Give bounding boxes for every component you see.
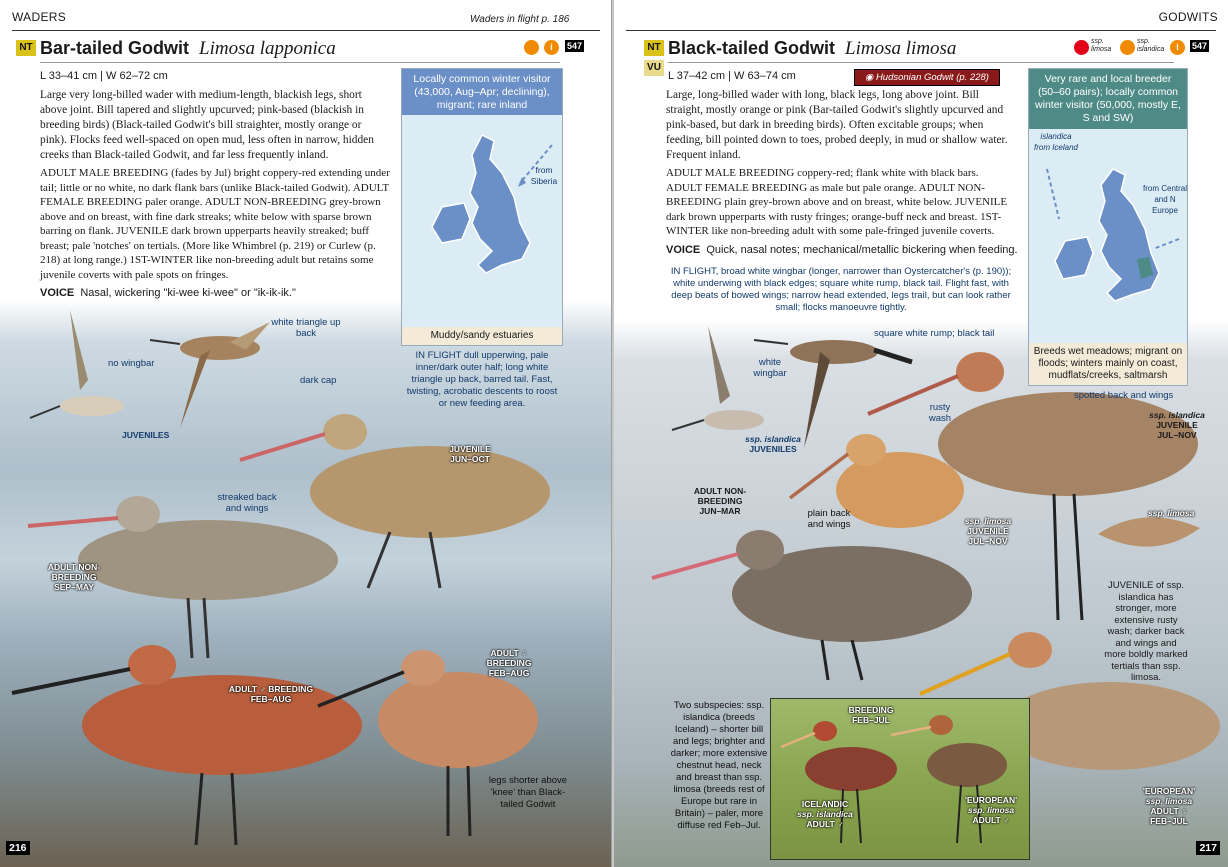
distribution-map xyxy=(401,68,563,346)
label-breeding: BREEDING FEB–JUL xyxy=(848,705,894,725)
label-icelandic-male: ICELANDIC ssp. islandica ADULT ♂ xyxy=(797,799,853,829)
distribution-map-right xyxy=(1028,68,1188,386)
label-european-male: 'EUROPEAN' ssp. limosa ADULT ♂ xyxy=(964,795,1018,825)
label-legs-shorter: legs shorter above 'knee' than Black-tailed Godwit xyxy=(488,775,568,810)
plumage-text: ADULT MALE BREEDING (fades by Jul) bright coppery-red extending under tail; little or no white, no dark flank bars (unlike Black-tailed Godwit). ADULT FEMALE BREEDING paler orange. ADULT NON-BREEDING grey-brown above and on breast, with fine dark streaks; white below with sparse brown barring on flank. JUVENILE dark brown upperparts heavily streaked; buff breast; pale 'notches' on tertials. (More like Whimbrel (p. 219) or Curlew (p. 218) at long range.) 1ST-WINTER like non-breeding adult but retains some juvenile coverts with pale spots on fringes. xyxy=(40,167,390,281)
label-white-wingbar: white wingbar xyxy=(753,357,787,379)
map-graphic xyxy=(402,115,562,327)
ssp-limosa-tag: ssp. limosa xyxy=(1091,38,1112,53)
flight-text-right: IN FLIGHT, broad white wingbar (longer, narrower than Oystercatcher's (p. 190)); white underwing with black edges; square white rump, black tail. Flight fast, with deep beats of bowed wings; narrow head extended, legs trail, but can look rather small; flocks manoeuvre tightly. xyxy=(670,266,1012,313)
label-ssp-limosa-tertial: ssp. limosa xyxy=(1148,508,1195,518)
label-streaked: streaked back and wings xyxy=(217,492,277,514)
label-square-rump: square white rump; black tail xyxy=(874,328,995,339)
label-adult-non-breeding: ADULT NON-BREEDING SEP–MAY xyxy=(47,562,101,592)
label-dark-cap: dark cap xyxy=(300,375,337,386)
title-rule-right xyxy=(668,62,1174,63)
european-male-bird xyxy=(891,709,1021,849)
label-white-triangle: white triangle up back xyxy=(271,317,341,339)
label-juvenile: JUVENILE JUN–OCT xyxy=(449,444,491,464)
map-from-europe: from Central and N Europe xyxy=(1143,184,1188,215)
map-header-right: Very rare and local breeder (50–60 pairs); locally common winter visitor (50,000, mostly E, S and SW) xyxy=(1029,69,1187,129)
header-rule xyxy=(12,30,600,31)
page-number-right: 217 xyxy=(1196,841,1220,855)
label-european-female: 'EUROPEAN' ssp. limosa ADULT ♀ FEB–JUL xyxy=(1142,786,1196,826)
label-islandica-juveniles: ssp. islandica JUVENILES xyxy=(745,434,801,454)
ssp-islandica-tag: ssp. islandica xyxy=(1137,38,1165,53)
info-icon: i xyxy=(544,40,559,55)
flight-text: IN FLIGHT dull upperwing, pale inner/dark outer half; long white triangle up back, barred tail. Fast, twisting, acrobatic descents to roost or new feeding area. xyxy=(406,350,558,409)
species-title: Bar-tailed Godwit Limosa lapponica xyxy=(40,38,336,59)
description-text-right: Large, long-billed wader with long, black legs, long above joint. Bill straight, mostly orange or pink (Bar-tailed Godwit's slightly upcurved and pink-based, but dark in breeding birds). Often excitable groups; when feeding, bill pointed down to toes, probed deeply, in mud or shallow water. Frequent inland. xyxy=(666,89,1008,161)
map-footer-right: Breeds wet meadows; migrant on floods; winters mainly on coast, mudflats/creeks, saltmarsh xyxy=(1029,343,1187,385)
page-number-left: 216 xyxy=(6,841,30,855)
label-adult-non-breeding-right: ADULT NON-BREEDING JUN–MAR xyxy=(693,486,747,516)
right-page xyxy=(614,0,1228,867)
species-code-right: 547 xyxy=(1192,41,1208,51)
label-female-breeding: ADULT ♀ BREEDING FEB–AUG xyxy=(486,648,532,678)
title-rule xyxy=(40,62,560,63)
label-juveniles: JUVENILES xyxy=(122,430,170,440)
label-rusty-wash: rusty wash xyxy=(928,402,952,424)
status-orange-icon xyxy=(524,40,539,55)
label-male-breeding: ADULT ♂ BREEDING FEB–AUG xyxy=(228,684,314,704)
label-limosa-juvenile: ssp. limosa JUVENILE JUL–NOV xyxy=(964,516,1012,546)
measurements-right: L 37–42 cm | W 63–74 cm xyxy=(668,70,796,82)
status-badge-nt: NT xyxy=(16,40,36,56)
running-head-right: GODWITS xyxy=(1158,10,1218,24)
label-no-wingbar: no wingbar xyxy=(108,358,155,369)
status-red-icon xyxy=(1074,40,1089,55)
map-footer: Muddy/sandy estuaries xyxy=(402,327,562,345)
left-page xyxy=(0,0,612,867)
info-icon-right: i xyxy=(1170,40,1185,55)
label-islandica-juvenile: ssp. islandica JUVENILE JUL–NOV xyxy=(1149,410,1205,440)
map-header: Locally common winter visitor (43,000, Aug–Apr; declining), migrant; rare inland xyxy=(402,69,562,116)
voice-line: VOICE Nasal, wickering "ki-wee ki-wee" or "ik-ik-ik." xyxy=(40,287,296,299)
eye-icon: ◉ xyxy=(865,72,876,83)
status-orange-icon-right xyxy=(1120,40,1135,55)
running-head-left: WADERS xyxy=(12,10,67,24)
species-title-right: Black-tailed Godwit Limosa limosa xyxy=(668,38,957,59)
map-from-siberia: from Siberia xyxy=(530,165,558,186)
plumage-text-right: ADULT MALE BREEDING coppery-red; flank white with black bars. ADULT FEMALE BREEDING as male but pale orange. ADULT NON-BREEDING plain grey-brown above and on breast, white below. JUVENILE dark brown upperparts with rusty fringes; orange-buff neck and breast. 1ST-WINTER like non-breeding adult with some pale-fringed juvenile coverts. xyxy=(666,167,1008,237)
map-graphic-right xyxy=(1029,129,1187,345)
breeding-subspecies-inset xyxy=(770,698,1030,860)
description-text: Large very long-billed wader with medium-length, blackish legs, short above joint. Bill tapered and slightly upcurved; pink-based (blackish in breeding birds) (Black-tailed Godwit's bill straighter, mostly orange or pink). Flocks feed well-spaced on open mud, less often in narrow, hidden creeks than Black-tailed Godwit, and far less frequently inland. xyxy=(40,89,374,161)
label-spotted: spotted back and wings xyxy=(1074,390,1174,401)
header-rule-right xyxy=(626,30,1216,31)
label-plain-back: plain back and wings xyxy=(807,508,851,530)
running-head-cross-ref[interactable]: Waders in flight p. 186 xyxy=(470,14,570,25)
measurements: L 33–41 cm | W 62–72 cm xyxy=(40,70,168,82)
map-islandica-from-iceland: islandica from Iceland xyxy=(1033,132,1079,152)
hudsonian-cross-ref[interactable]: ◉ Hudsonian Godwit (p. 228) xyxy=(854,69,1000,86)
subspecies-note: Two subspecies: ssp. islandica (breeds Iceland) – shorter bill and legs; brighter and darker; more extensive chestnut head, neck and breast than ssp. limosa (breeds rest of Europe but rare in Britain) – paler, more diffuse red Feb–Jul. xyxy=(670,700,768,831)
species-code: 547 xyxy=(567,41,583,51)
status-badge-nt-right: NT xyxy=(644,40,664,56)
juvenile-islandica-note: JUVENILE of ssp. islandica has stronger, more extensive rusty wash; darker back and wings and more boldly marked tertials than ssp. limosa. xyxy=(1104,580,1188,683)
voice-line-right: VOICE Quick, nasal notes; mechanical/metallic bickering when feeding. xyxy=(666,244,1018,256)
status-badge-vu: VU xyxy=(644,60,664,76)
